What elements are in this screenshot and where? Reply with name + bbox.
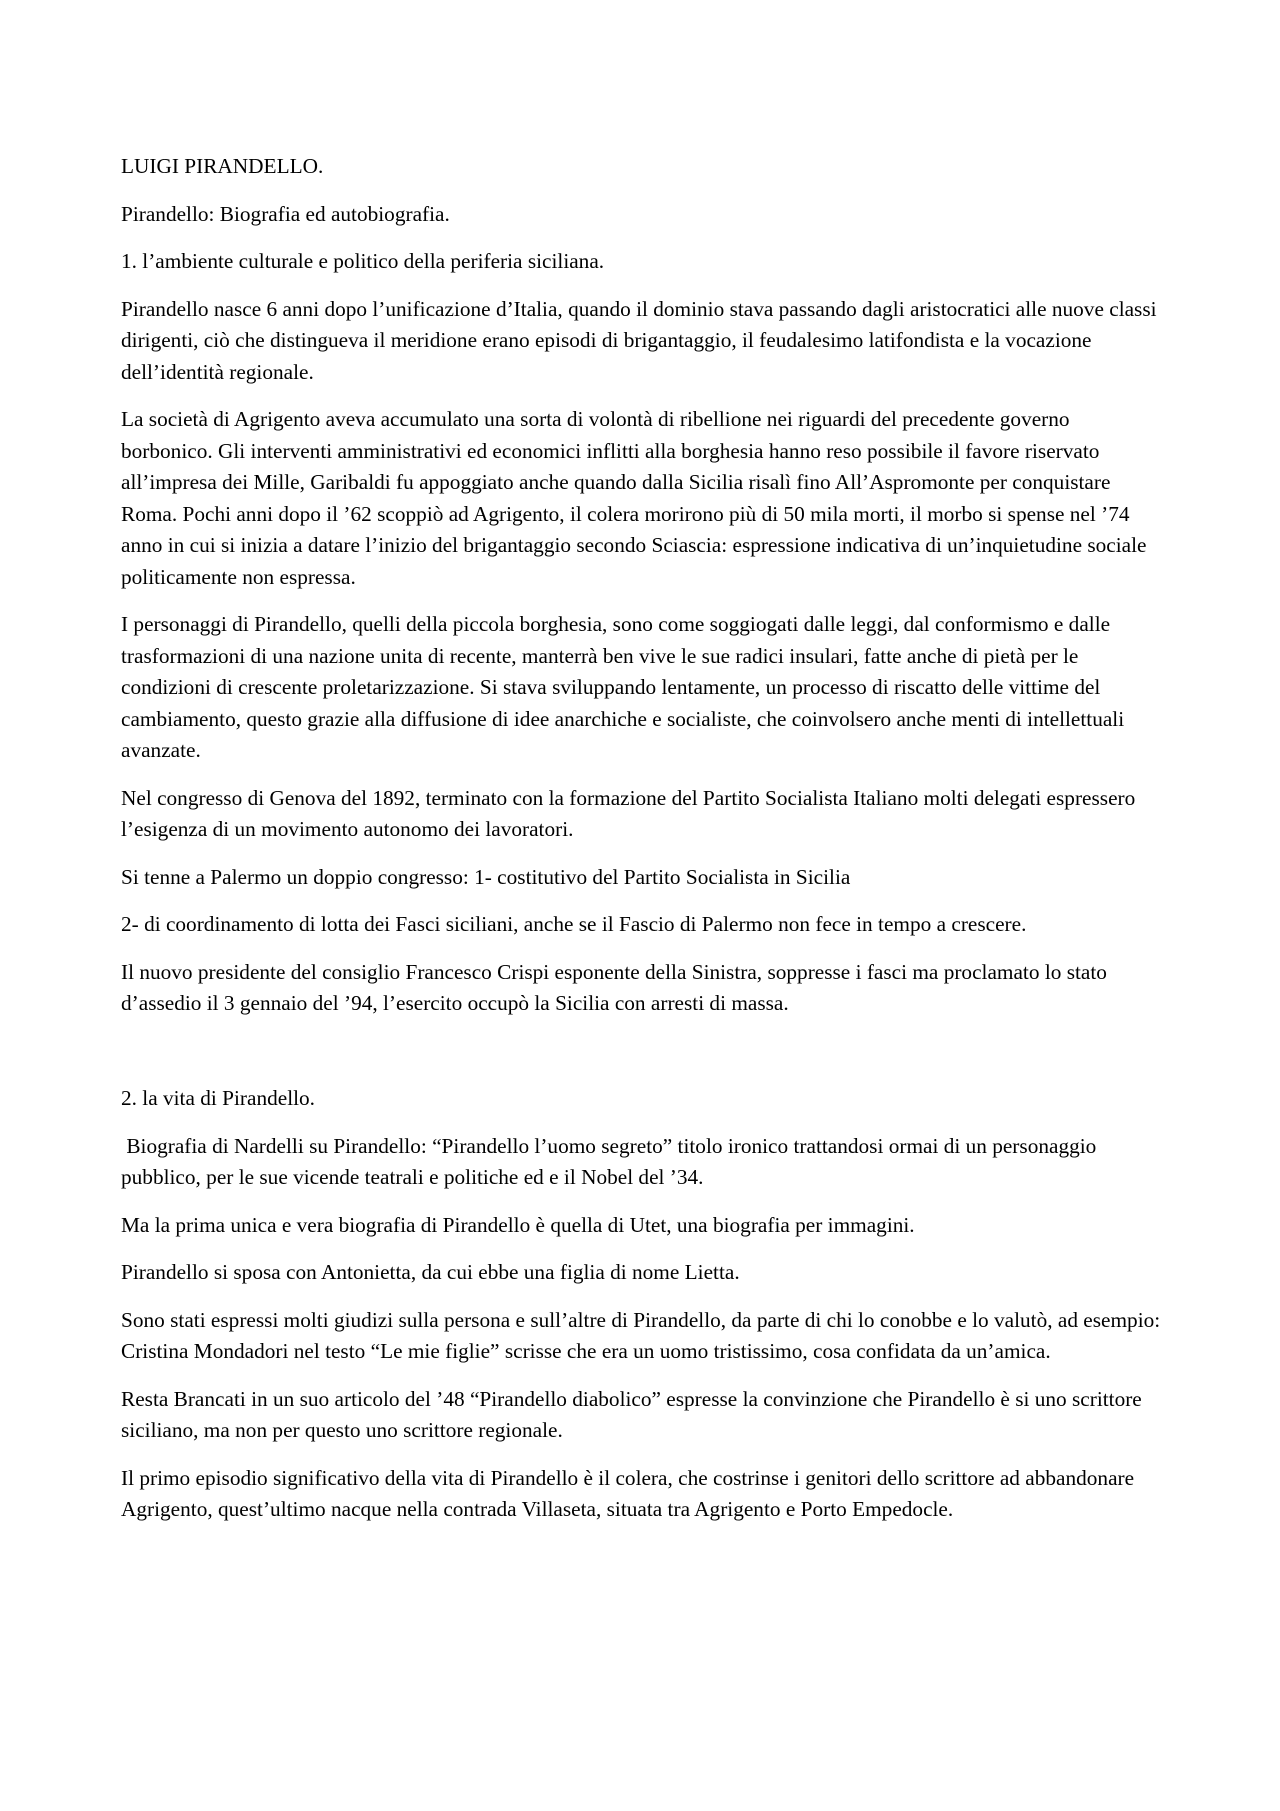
paragraph: Ma la prima unica e vera biografia di Pirandello è quella di Utet, una biografia per immagini. xyxy=(121,1212,915,1237)
paragraph: Pirandello si sposa con Antonietta, da cui ebbe una figlia di nome Lietta. xyxy=(121,1260,740,1284)
section-heading-2: 2. la vita di Pirandello. xyxy=(121,1086,316,1110)
document-title: LUIGI PIRANDELLO. xyxy=(121,154,324,178)
section-heading-1: 1. l’ambiente culturale e politico della periferia siciliana. xyxy=(121,249,605,273)
paragraph: Nel congresso di Genova del 1892, terminato con la formazione del Partito Socialista Italiano molti delegati espressero l’esigenza di un movimento autonomo dei lavoratori. xyxy=(121,785,1141,841)
paragraph: Il primo episodio significativo della vita di Pirandello è il colera, che costrinse i genitori dello scrittore ad abbandonare Agrigento, quest’ultimo nacque nella contrada Villaseta, situata tra Agrigento e Porto Empedocle. xyxy=(121,1465,1139,1521)
paragraph: Resta Brancati in un suo articolo del ’48 “Pirandello diabolico” espresse la convinzione che Pirandello è si uno scrittore siciliano, ma non per questo uno scrittore regionale. xyxy=(121,1386,1148,1442)
paragraph: Il nuovo presidente del consiglio Francesco Crispi esponente della Sinistra, soppresse i fasci ma proclamato lo stato d’assedio il 3 gennaio del ’94, l’esercito occupò la Sicilia con arresti di massa. xyxy=(121,959,1113,1015)
paragraph: 2- di coordinamento di lotta dei Fasci siciliani, anche se il Fascio di Palermo non fece in tempo a crescere. xyxy=(121,912,1027,936)
paragraph: Si tenne a Palermo un doppio congresso: 1- costitutivo del Partito Socialista in Sicilia xyxy=(121,864,851,889)
paragraph: La società di Agrigento aveva accumulato una sorta di volontà di ribellione nei riguardi del precedente governo borbonico. Gli interventi amministrativi ed economici inflitti alla borghesia hanno reso possibile il favore riservato all’impresa dei Mille, Garibaldi fu appoggiato anche quando dalla Sicilia risalì fino All’Aspromonte per conquistare Roma. Pochi anni dopo il ’62 scoppiò ad Agrigento, il colera morirono più di 50 mila morti, il morbo si spense nel ’74 anno in cui si inizia a datare l’inizio del brigantaggio secondo Sciascia: espressione indicativa di un’inquietudine sociale politicamente non espressa. xyxy=(121,407,1152,589)
blank-line xyxy=(121,1036,1166,1068)
paragraph: I personaggi di Pirandello, quelli della piccola borghesia, sono come soggiogati dalle leggi, dal conformismo e dalle trasformazioni di una nazione unita di recente, manterrà ben vive le sue radici insulari, fatte anche di pietà per le condizioni di crescente proletarizzazione. Si stava sviluppando lentamente, un processo di riscatto delle vittime del cambiamento, questo grazie alla diffusione di idee anarchiche e socialiste, che coinvolsero anche menti di intellettuali avanzate. xyxy=(121,612,1130,762)
paragraph: Biografia di Nardelli su Pirandello: “Pirandello l’uomo segreto” titolo ironico trattandosi ormai di un personaggio pubblico, per le sue vicende teatrali e politiche ed e il Nobel del ’34. xyxy=(121,1133,1102,1189)
paragraph: Pirandello nasce 6 anni dopo l’unificazione d’Italia, quando il dominio stava passando dagli aristocratici alle nuove classi dirigenti, ciò che distingueva il meridione erano episodi di brigantaggio, il feudalesimo latifondista e la vocazione dell’identità regionale. xyxy=(121,296,1162,384)
document-body xyxy=(121,151,1166,1542)
document-subtitle: Pirandello: Biografia ed autobiografia. xyxy=(121,201,450,226)
paragraph: Sono stati espressi molti giudizi sulla persona e sull’altre di Pirandello, da parte di chi lo conobbe e lo valutò, ad esempio: Cristina Mondadori nel testo “Le mie figlie” scrisse che era un uomo tristissimo, cosa confidata da un’amica. xyxy=(121,1307,1166,1363)
